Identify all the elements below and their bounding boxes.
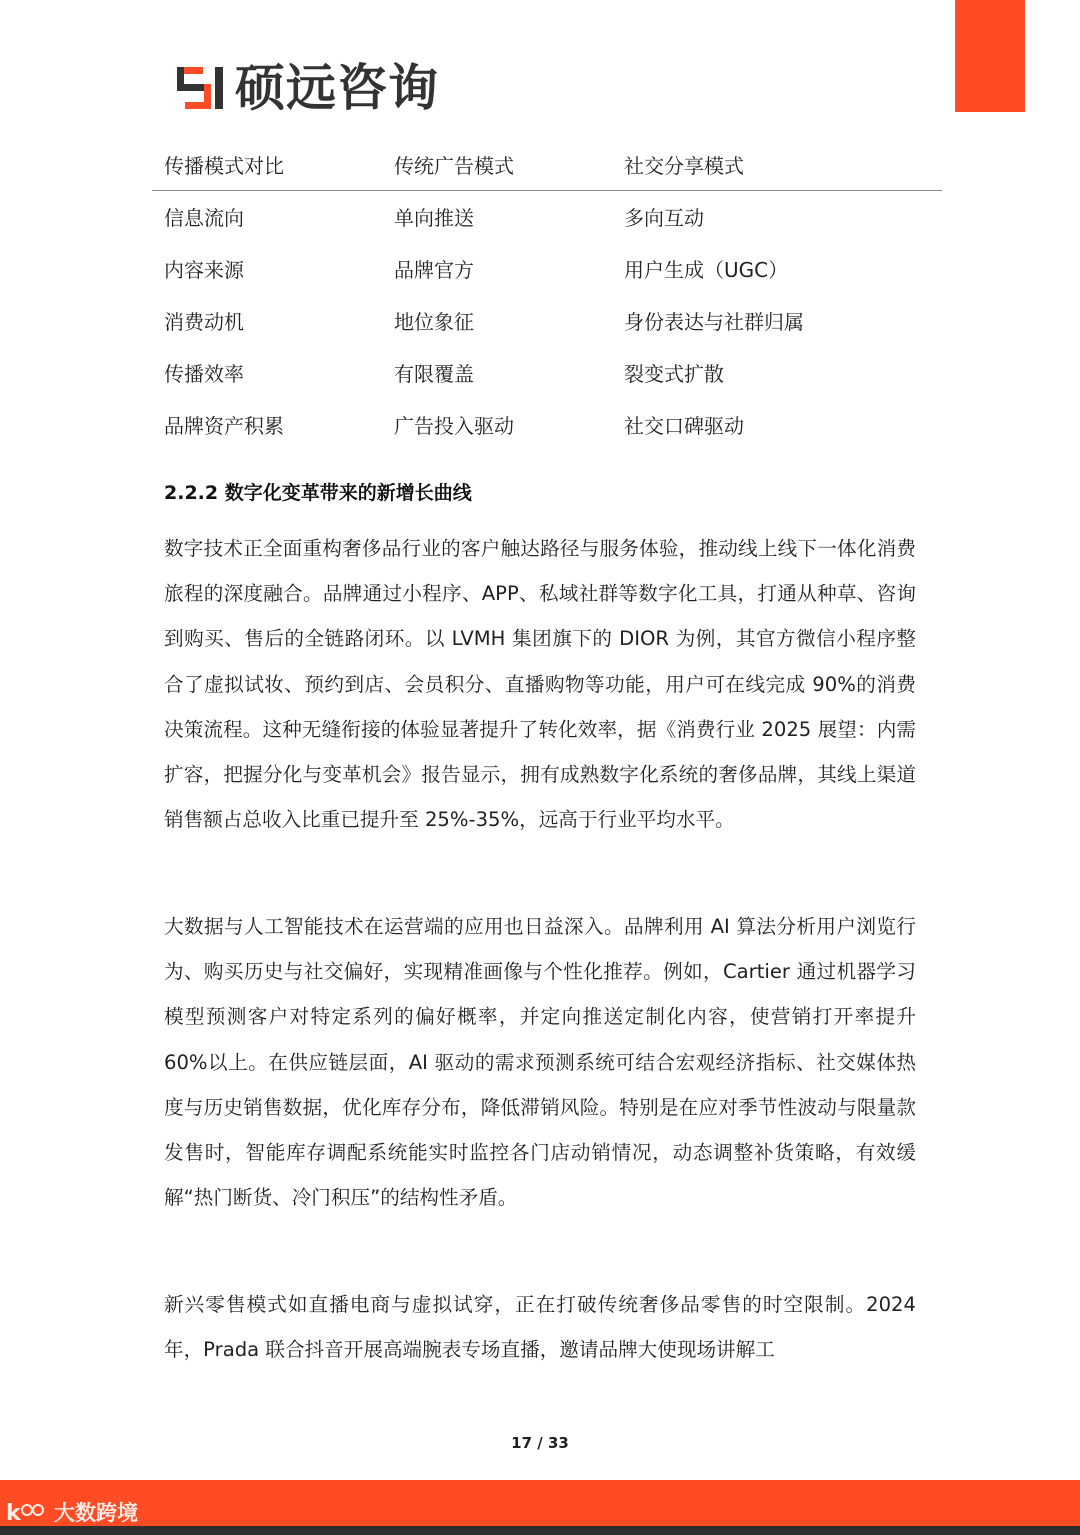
body-paragraph: 新兴零售模式如直播电商与虚拟试穿，正在打破传统奢侈品零售的时空限制。2024 年，Prada 联合抖音开展高端腕表专场直播，邀请品牌大使现场讲解工 [164,1293,916,1362]
table-cell: 传播效率 [164,361,244,386]
table-cell: 消费动机 [164,309,244,334]
watermark [6,1497,138,1527]
table-row [152,346,942,398]
page-number: 17 / 33 [511,1434,569,1452]
corner-accent-block [955,0,1025,112]
footer-dark-strip [0,1526,1080,1535]
table-row [152,191,942,243]
brand-logo [175,58,439,118]
column-header: 传播模式对比 [152,138,382,191]
watermark-logo-icon [6,1498,50,1526]
table-cell: 单向推送 [394,206,474,231]
table-row [152,295,942,347]
table-cell: 品牌资产积累 [164,413,284,438]
body-paragraph: 数字技术正全面重构奢侈品行业的客户触达路径与服务体验，推动线上线下一体化消费旅程的深度融合。品牌通过小程序、APP、私域社群等数字化工具，打通从种草、咨询到购买、售后的全链路闭环。以 LVMH 集团旗下的 DIOR 为例，其官方微信小程序整合了虚拟试妆、预约到店、会员积分、直播购物等功能，用户可在线完成 90%的消费决策流程。这种无缝衔接的体验显著提升了转化效率，据《消费行业 2025 展望：内需扩容，把握分化与变革机会》报告显示，拥有成熟数字化系统的奢侈品牌，其线上渠道销售额占总收入比重已提升至 25%-35%，远高于行业平均水平。 [164,537,916,832]
table-cell: 广告投入驱动 [394,413,514,438]
table-row [152,243,942,295]
svg-text:k: k [6,1501,21,1526]
table-cell: 信息流向 [164,206,244,231]
footer-bar [0,1480,1080,1526]
table-header-row [152,138,942,191]
table-cell: 用户生成（UGC） [624,258,789,283]
table-cell: 地位象征 [394,309,474,334]
table-cell: 内容来源 [164,258,244,283]
brand-name: 硕远咨询 [235,59,439,117]
column-header: 传统广告模式 [382,138,612,191]
table-cell: 有限覆盖 [394,361,474,386]
table-row [152,398,942,450]
body-paragraph: 大数据与人工智能技术在运营端的应用也日益深入。品牌利用 AI 算法分析用户浏览行为、购买历史与社交偏好，实现精准画像与个性化推荐。例如，Cartier 通过机器学习模型预测客户对特定系列的偏好概率，并定向推送定制化内容，使营销打开率提升 60%以上。在供应链层面，AI 驱动的需求预测系统可结合宏观经济指标、社交媒体热度与历史销售数据，优化库存分布，降低滞销风险。特别是在应对季节性波动与限量款发售时，智能库存调配系统能实时监控各门店动销情况，动态调整补货策略，有效缓解“热门断货、冷门积压”的结构性矛盾。 [164,915,916,1210]
watermark-text: 大数跨境 [54,1501,138,1525]
table-cell: 品牌官方 [394,258,474,283]
column-header: 社交分享模式 [612,138,942,191]
table-cell: 多向互动 [624,206,704,231]
comparison-table [152,138,942,450]
section-heading: 2.2.2 数字化变革带来的新增长曲线 [164,482,472,504]
table-cell: 裂变式扩散 [624,361,724,386]
brand-logo-icon [175,63,227,113]
table-cell: 社交口碑驱动 [624,413,744,438]
table-cell: 身份表达与社群归属 [624,309,804,334]
